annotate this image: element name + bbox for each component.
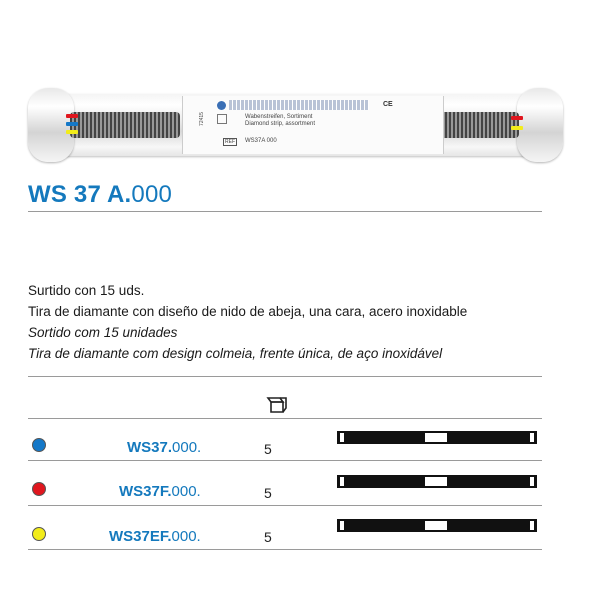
color-dot-red bbox=[32, 482, 46, 496]
product-code bbox=[127, 439, 201, 456]
product-photo bbox=[32, 82, 557, 172]
product-code bbox=[119, 483, 201, 500]
tube-cap-right bbox=[517, 88, 563, 162]
title-bold: WS 37 A. bbox=[28, 181, 132, 208]
divider bbox=[28, 211, 542, 212]
description-line: Surtido con 15 uds. bbox=[28, 283, 145, 298]
strip-tip-yellow bbox=[511, 126, 523, 130]
description-line: Tira de diamante com design colmeia, frente única, de aço inoxidável bbox=[28, 346, 443, 361]
label-side-code: 72415 bbox=[198, 112, 205, 126]
strip-tip-blue bbox=[66, 122, 78, 126]
strip-diagram bbox=[337, 431, 537, 444]
package-icon bbox=[266, 396, 288, 413]
quantity: 5 bbox=[264, 529, 272, 545]
description bbox=[28, 280, 568, 364]
table-row bbox=[0, 425, 600, 469]
divider bbox=[28, 549, 542, 550]
code-rest: 000. bbox=[171, 528, 201, 545]
strip-diagram bbox=[337, 475, 537, 488]
tube-label bbox=[182, 96, 444, 154]
product-title bbox=[28, 181, 172, 209]
code-rest: 000. bbox=[172, 439, 202, 456]
brand-logo-icon bbox=[217, 101, 226, 110]
symbol-icon bbox=[217, 114, 227, 124]
code-bold: WS37. bbox=[127, 439, 173, 456]
ref-tag: REF bbox=[225, 139, 235, 145]
divider bbox=[28, 376, 542, 377]
product-code bbox=[109, 528, 201, 545]
color-dot-blue bbox=[32, 438, 46, 452]
code-bold: WS37F. bbox=[119, 483, 172, 500]
code-rest: 000. bbox=[171, 483, 201, 500]
strip-tip-red bbox=[66, 114, 78, 118]
title-rest: 000 bbox=[131, 181, 173, 208]
label-line-2: Diamond strip, assortment bbox=[245, 121, 316, 127]
color-dot-yellow bbox=[32, 527, 46, 541]
label-line-1: Wabenstreifen, Sortiment bbox=[245, 114, 313, 120]
strip-diagram bbox=[337, 519, 537, 532]
description-line: Tira de diamante con diseño de nido de abeja, una cara, acero inoxidable bbox=[28, 304, 468, 319]
strip-tip-yellow bbox=[66, 130, 78, 134]
divider bbox=[28, 418, 542, 419]
strip-tip-red bbox=[511, 116, 523, 120]
label-ref-code: WS37A 000 bbox=[245, 138, 277, 144]
divider bbox=[28, 505, 542, 506]
manufacturer-text-graphic bbox=[229, 100, 369, 110]
strips-left bbox=[70, 112, 180, 138]
ce-mark: CE bbox=[383, 101, 393, 108]
code-bold: WS37EF. bbox=[109, 528, 172, 545]
description-line: Sortido com 15 unidades bbox=[28, 325, 178, 340]
quantity: 5 bbox=[264, 485, 272, 501]
quantity: 5 bbox=[264, 441, 272, 457]
divider bbox=[28, 460, 542, 461]
